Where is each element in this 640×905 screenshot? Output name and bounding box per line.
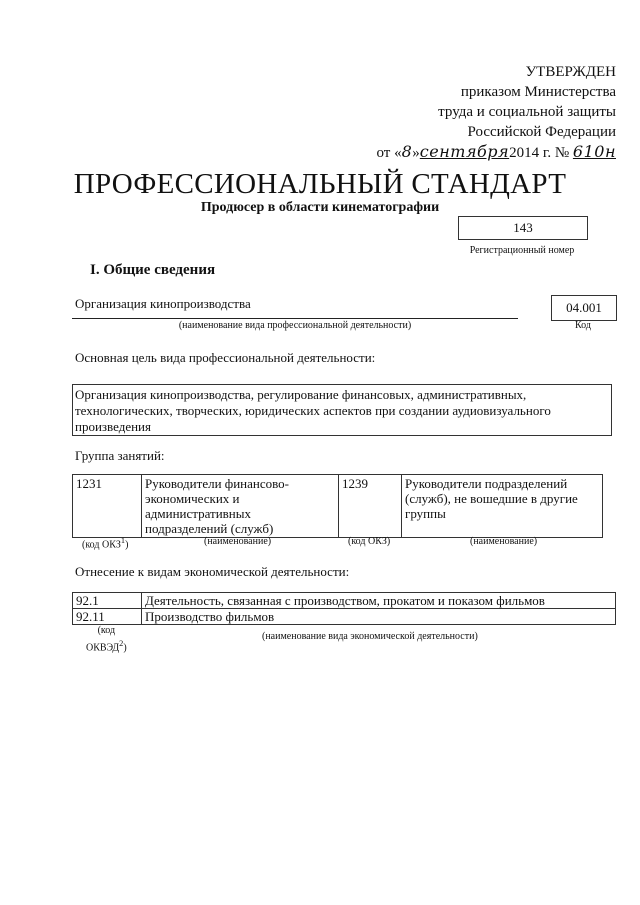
economic-code-caption [86,624,127,654]
section-heading: I. Общие сведения [90,262,216,278]
goal-label: Основная цель вида профессиональной деятельности: [75,350,376,365]
economic-name-cell: Деятельность, связанная с производством, прокатом и показом фильмов [142,593,616,609]
economic-name-cell: Производство фильмов [142,609,616,625]
approval-line-labor: труда и социальной защиты [438,104,616,120]
activity-code-label: Код [575,320,591,331]
date-prefix: от « [376,145,402,161]
registration-number-label: Регистрационный номер [469,245,575,256]
approval-title: УТВЕРЖДЕН [525,64,616,80]
economic-activity-table [72,592,616,625]
approval-line-ministry: приказом Министерства [460,84,616,100]
date-year: 2014 г. № [509,145,570,161]
occupation-table [72,474,603,538]
occupation-name-cell: Руководители подразделений (служб), не вошедшие в другие группы [402,475,603,538]
occupation-name-cell: Руководители финансово-экономических и административных подразделений (служб) [142,475,339,538]
goal-box: Организация кинопроизводства, регулирование финансовых, административных, технологических, творческих, юридических аспектов при создании аудиовизуального произведения [72,384,612,436]
approval-block [0,62,616,163]
document-subtitle: Продюсер в области кинематографии [200,200,440,215]
caption-text: ) [123,642,127,654]
caption-text: (код [97,625,116,636]
caption-text: (код ОКЗ [82,539,121,551]
activity-underline [72,318,518,319]
approval-line-federation: Российской Федерации [467,124,616,140]
economic-code-cell: 92.1 [73,593,142,609]
caption-text [86,637,127,654]
handwritten-month: сентября [419,142,510,161]
footnote-mark: 2 [119,639,124,648]
activity-code-box: 04.001 [551,295,617,321]
occupation-name-caption-2: (наименование) [470,536,538,547]
economic-activity-label: Отнесение к видам экономической деятельности: [75,564,350,579]
date-mid: » [412,145,420,161]
caption-text: ОКВЭД [86,642,120,654]
occupation-code-caption-2: (код ОКЗ) [348,536,391,547]
occupation-code-cell: 1239 [339,475,402,538]
activity-name: Организация кинопроизводства [75,296,251,311]
occupation-code-caption-1 [82,536,128,550]
footnote-mark: 1 [120,536,126,545]
occupation-name-caption-1: (наименование) [204,536,272,547]
occupation-group-label: Группа занятий: [75,448,165,463]
registration-number-box: 143 [458,216,588,240]
document-title: ПРОФЕССИОНАЛЬНЫЙ СТАНДАРТ [73,168,567,200]
approval-date-line [0,142,616,163]
economic-code-cell: 92.11 [73,609,142,625]
activity-caption: (наименование вида профессиональной деятельности) [178,320,412,331]
caption-text: ) [125,539,129,551]
handwritten-day: 8 [401,142,413,161]
table-row [73,609,616,625]
occupation-code-cell: 1231 [73,475,142,538]
table-row [73,475,603,538]
economic-name-caption: (наименование вида экономической деятельности) [262,631,478,642]
handwritten-order-number: 610н [572,142,616,161]
table-row [73,593,616,609]
